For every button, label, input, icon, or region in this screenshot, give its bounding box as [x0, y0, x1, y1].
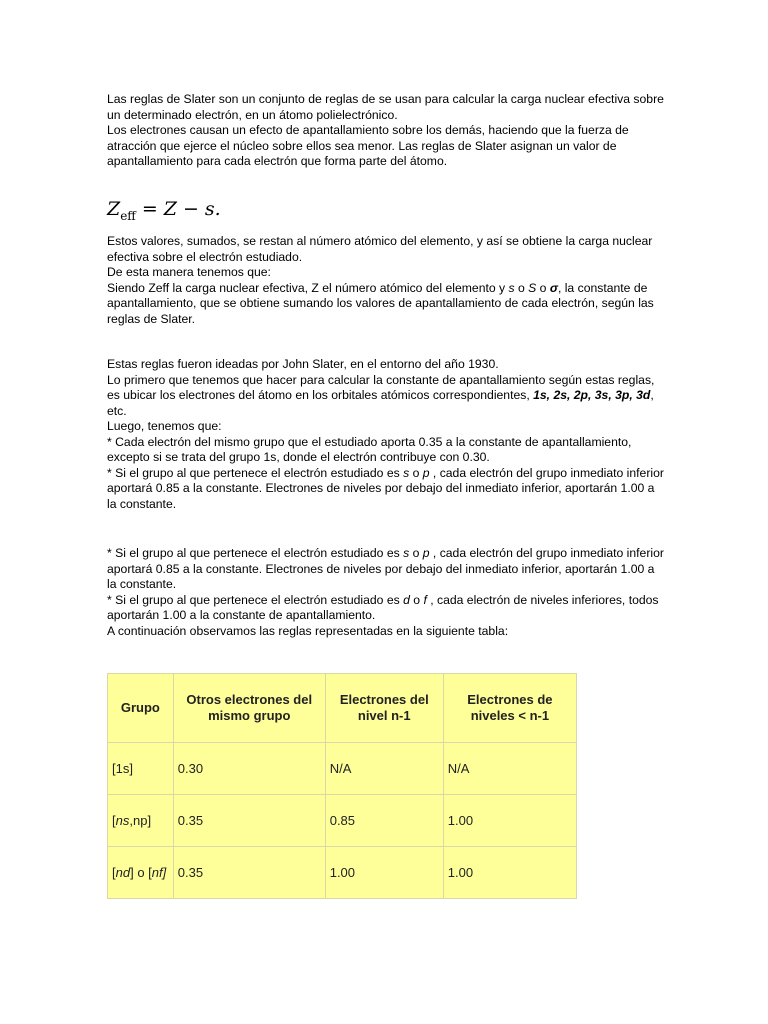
cell-lower-levels: N/A	[443, 743, 576, 795]
group-text: ,np	[129, 813, 148, 828]
header-grupo: Grupo	[108, 674, 174, 743]
header-n-minus-1: Electrones del nivel n-1	[325, 674, 443, 743]
cell-same-group: 0.30	[173, 743, 325, 795]
header-lower-levels: Electrones de niveles < n-1	[443, 674, 576, 743]
zeff-formula	[107, 198, 221, 223]
explanation-paragraph-2: De esta manera tenemos que:	[107, 265, 271, 279]
slater-rules-table	[107, 673, 577, 899]
group-text: [1s]	[112, 761, 133, 776]
cell-n-minus-1: 0.85	[325, 795, 443, 847]
orbitals-list: 1s, 2s, 2p, 3s, 3p, 3d	[533, 388, 651, 402]
formula-s: s.	[204, 198, 221, 220]
cell-group	[108, 743, 174, 795]
text-run: , cada electrón del grupo inmediato inferior aportará 0.85 a la constante. Electrones de niveles por debajo del inmediato inferior, aportarán 1.00 a la constante.	[107, 465, 664, 511]
symbol-s: s	[508, 280, 515, 295]
group-italic: nf]	[151, 865, 167, 880]
table-intro: A continuación observamos las reglas representadas en la siguiente tabla:	[107, 623, 509, 638]
text-run: Siendo Zeff la carga nuclear efectiva, Z el número atómico del elemento y	[107, 280, 509, 295]
explanation-paragraph-3	[107, 281, 667, 328]
cell-group	[108, 795, 174, 847]
group-italic: ns	[115, 813, 130, 828]
rule-same-group: * Cada electrón del mismo grupo que el estudiado aporta 0.35 a la constante de apantallamiento, excepto si se trata del grupo 1s, donde el electrón contribuye con 0.30.	[107, 434, 632, 464]
formula-equals: =	[141, 198, 158, 220]
text-run: * Si el grupo al que pertenece el electrón estudiado es	[107, 465, 404, 480]
text-run: , cada electrón del grupo inmediato inferior aportará 0.85 a la constante. Electrones de niveles por debajo del inmediato inferior, aportarán 1.00 a la constante.	[107, 546, 664, 591]
table-row	[108, 847, 577, 899]
history-paragraph-1: Estas reglas fueron ideadas por John Slater, en el entorno del año 1930.	[107, 357, 499, 371]
symbol-f: f	[423, 592, 427, 607]
rule-sp-group-repeat	[107, 546, 667, 593]
group-text: ]	[147, 813, 152, 828]
text-run: o	[536, 280, 550, 295]
group-text: [	[112, 865, 116, 880]
text-run: * Si el grupo al que pertenece el electrón estudiado es	[107, 592, 404, 607]
symbol-sigma: σ	[549, 280, 558, 295]
symbol-p: p	[422, 546, 430, 560]
group-text: [	[112, 813, 116, 828]
text-run: o	[409, 546, 423, 560]
symbol-d: d	[403, 592, 410, 607]
history-paragraph-2	[107, 373, 667, 420]
symbol-S: S	[528, 280, 537, 295]
cell-same-group: 0.35	[173, 795, 325, 847]
cell-group	[108, 847, 174, 899]
group-italic: nd	[115, 865, 131, 880]
text-run: o	[409, 465, 423, 480]
history-section	[107, 357, 667, 512]
table-header-row	[108, 674, 577, 743]
rule-df-group	[107, 593, 667, 624]
group-text: ] o [	[130, 865, 152, 880]
explanation-paragraph-1: Estos valores, sumados, se restan al número atómico del elemento, y así se obtiene la carga nuclear efectiva sobre el electrón estudiado.	[107, 234, 653, 264]
cell-n-minus-1: 1.00	[325, 847, 443, 899]
formula-subscript: eff	[120, 209, 136, 223]
symbol-p: p	[422, 465, 430, 480]
cell-same-group: 0.35	[173, 847, 325, 899]
intro-paragraph-1: Las reglas de Slater son un conjunto de reglas de se usan para calcular la carga nuclear efectiva sobre un determinado electrón, en un átomo polielectrónico.	[107, 92, 664, 122]
formula-minus: −	[182, 198, 199, 220]
explanation-section	[107, 234, 667, 327]
rules-section	[107, 546, 667, 639]
text-run: o	[409, 592, 424, 607]
formula-z2: Z	[163, 198, 177, 220]
symbol-s: s	[403, 546, 410, 560]
text-run: o	[514, 280, 529, 295]
intro-paragraph-2: Los electrones causan un efecto de apantallamiento sobre los demás, haciendo que la fuerza de atracción que ejerce el núcleo sobre ellos sea menor. Las reglas de Slater asignan un valor de apantallamiento para cada electrón que forma parte del átomo.	[107, 123, 629, 168]
intro-section	[107, 92, 667, 170]
table-row	[108, 743, 577, 795]
text-run: , etc.	[107, 388, 654, 418]
text-run: Lo primero que tenemos que hacer para calcular la constante de apantallamiento según estas reglas, es ubicar los electrones del átomo en los orbitales atómicos correspondientes,	[107, 372, 655, 402]
text-run: , la constante de apantallamiento, que se obtiene sumando los valores de apantallamiento de cada electrón, según las reglas de Slater.	[107, 280, 654, 326]
header-same-group: Otros electrones del mismo grupo	[173, 674, 325, 743]
table-row	[108, 795, 577, 847]
cell-n-minus-1: N/A	[325, 743, 443, 795]
cell-lower-levels: 1.00	[443, 795, 576, 847]
text-run: * Si el grupo al que pertenece el electrón estudiado es	[107, 546, 404, 560]
history-paragraph-3: Luego, tenemos que:	[107, 419, 222, 433]
text-run: , cada electrón de niveles inferiores, todos aportarán 1.00 a la constante de apantallamiento.	[107, 592, 659, 622]
cell-lower-levels: 1.00	[443, 847, 576, 899]
symbol-s: s	[403, 465, 410, 480]
rule-sp-group	[107, 466, 667, 513]
formula-z: Z	[107, 198, 121, 220]
